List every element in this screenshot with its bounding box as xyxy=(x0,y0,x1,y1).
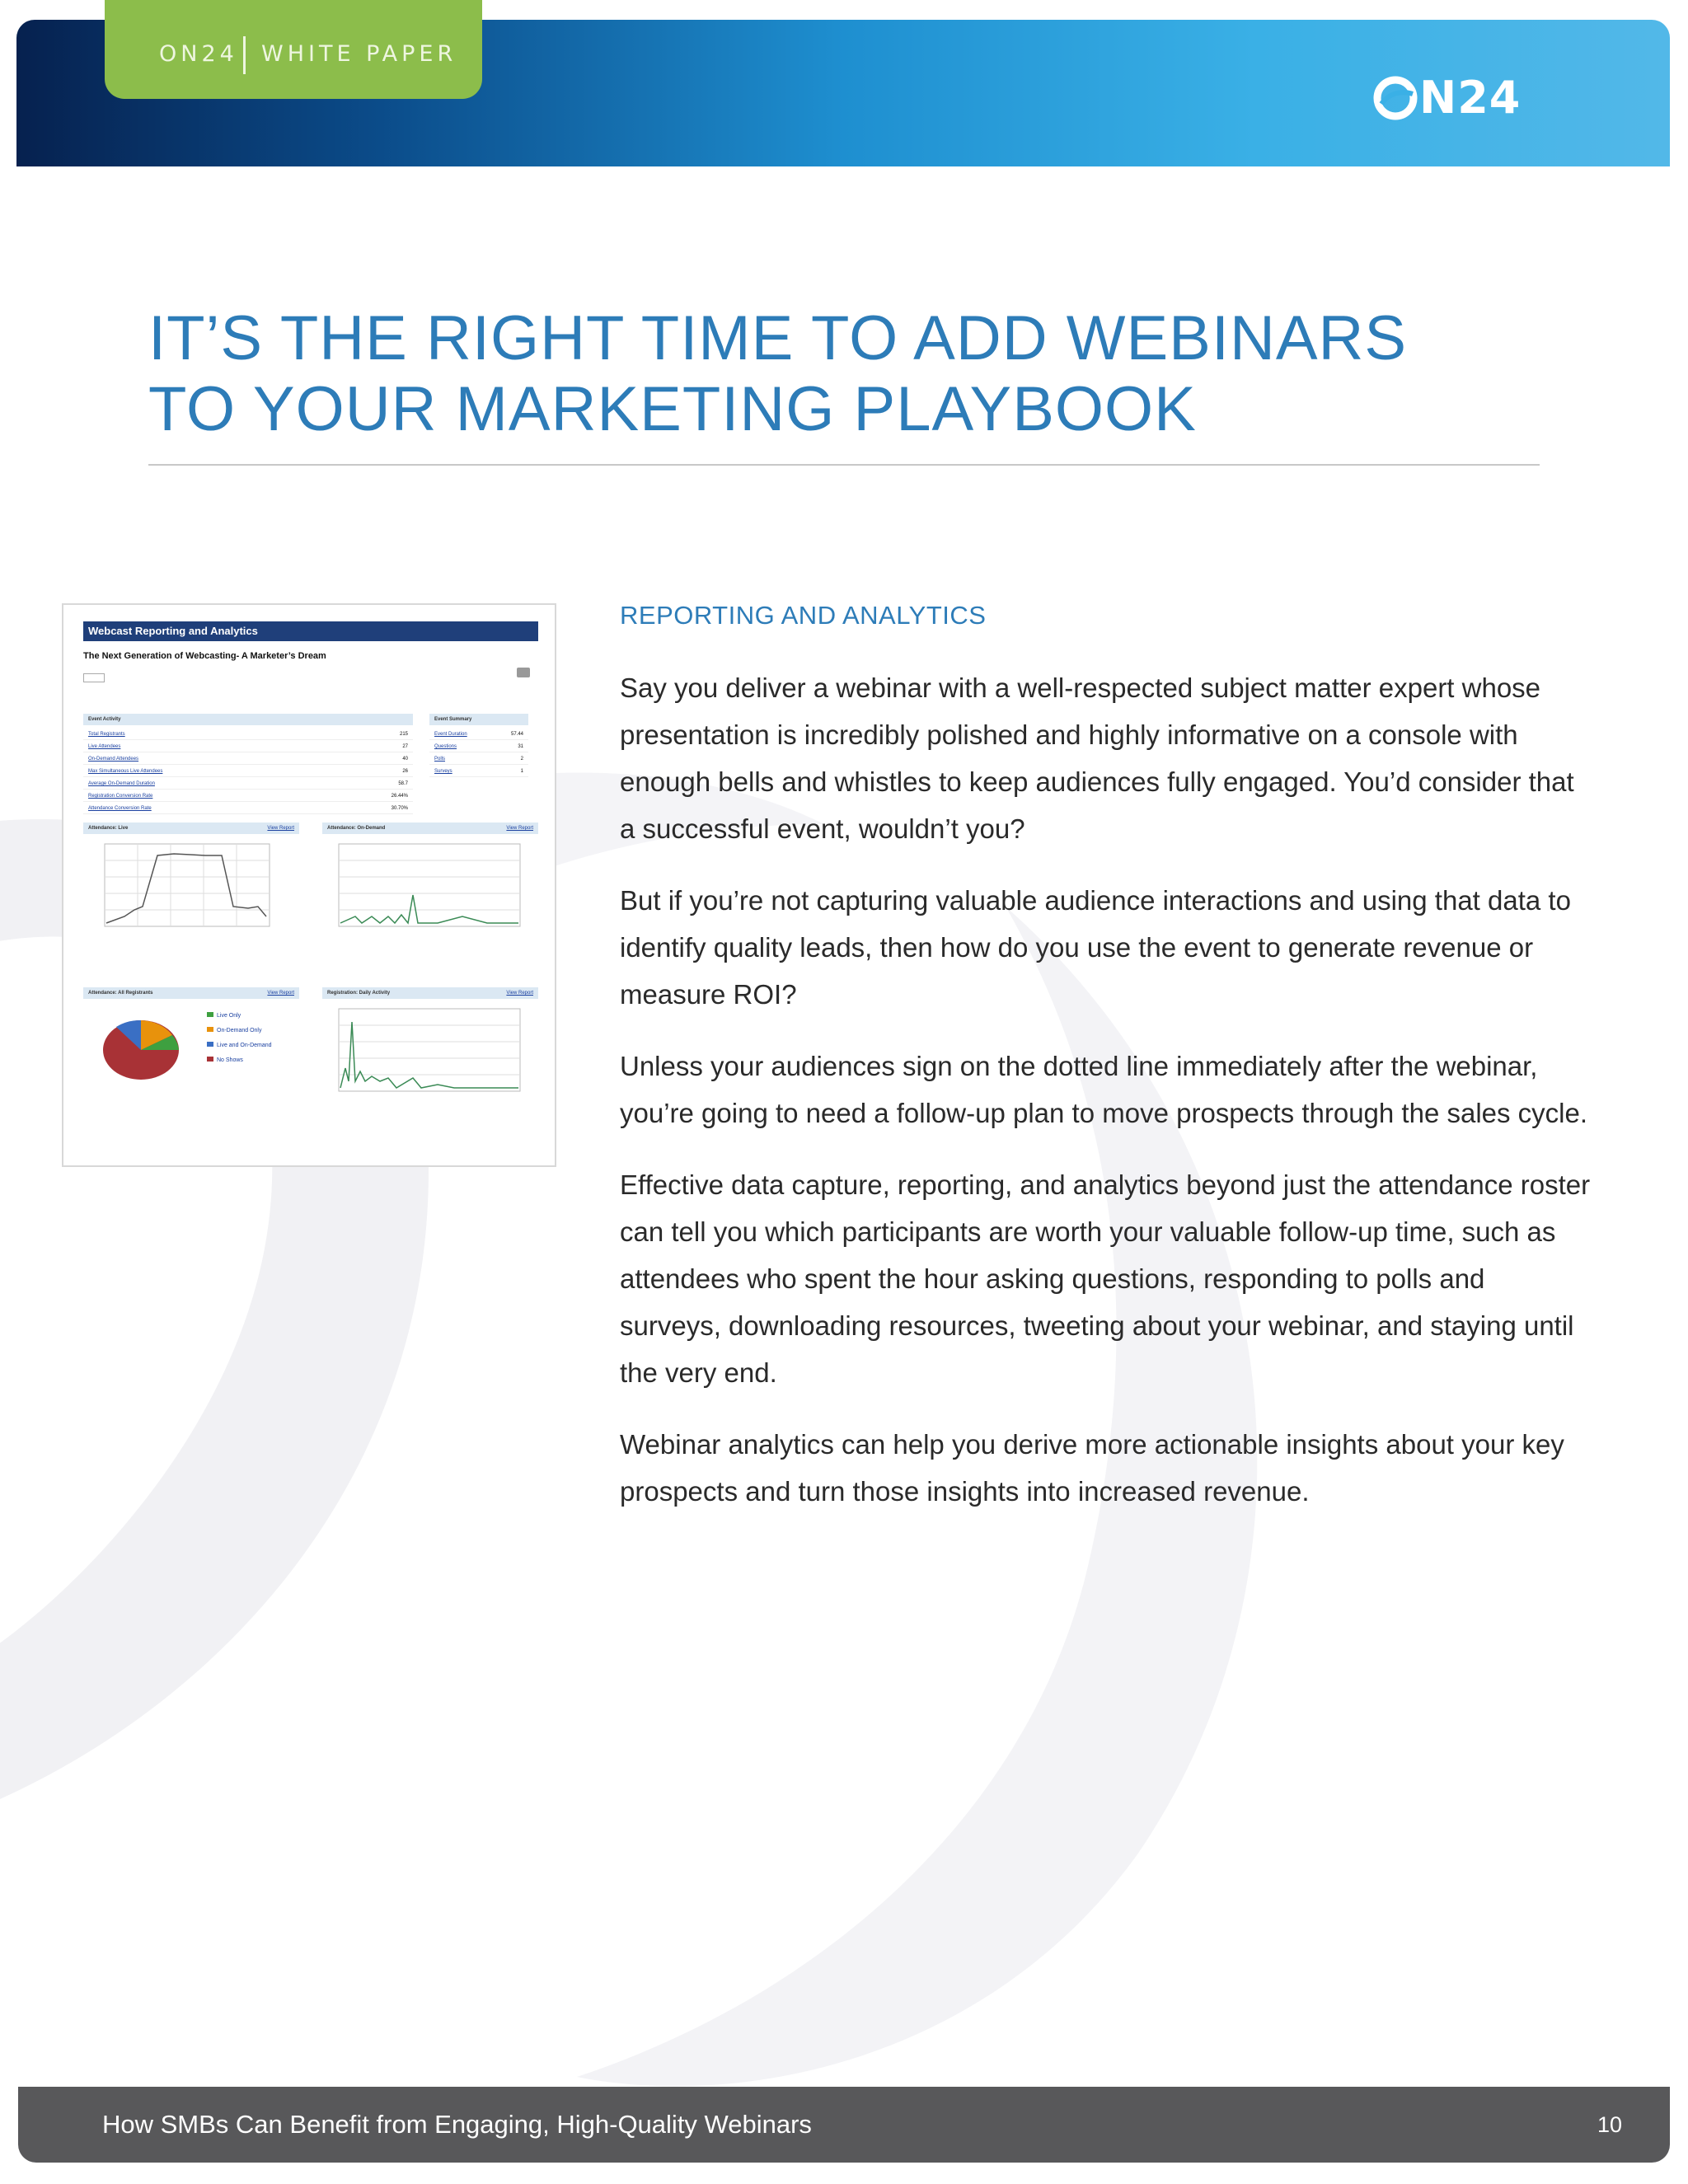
logo-text: N24 xyxy=(1419,72,1522,124)
summary-row xyxy=(429,729,528,740)
activity-row-label: Total Registrants xyxy=(88,732,125,737)
event-activity-head: Event Activity xyxy=(83,714,413,725)
activity-row-value: 215 xyxy=(399,732,408,737)
legend-no-shows: No Shows xyxy=(217,1057,243,1063)
panel-registration-daily-label: Registration: Daily Activity xyxy=(327,991,391,996)
brand-tab-doctype: WHITE PAPER xyxy=(261,41,457,67)
page-title-line-2: TO YOUR MARKETING PLAYBOOK xyxy=(148,374,1197,444)
activity-row-label: On-Demand Attendees xyxy=(88,757,139,762)
activity-row xyxy=(83,790,413,802)
title-divider xyxy=(148,464,1540,466)
report-dashboard-select xyxy=(83,673,105,682)
summary-row-label: Polls xyxy=(434,757,446,762)
footer-band xyxy=(18,2087,1670,2163)
activity-row-value: 30.70% xyxy=(391,806,408,811)
summary-row-value: 57.44 xyxy=(510,732,523,737)
all-registrants-pie-chart xyxy=(83,1002,299,1151)
panel-attendance-live-label: Attendance: Live xyxy=(88,826,129,831)
activity-row-label: Max Simultaneous Live Attendees xyxy=(88,769,163,774)
logo-swirl-icon xyxy=(1373,76,1418,120)
summary-row-value: 2 xyxy=(520,757,523,762)
summary-row xyxy=(429,741,528,752)
brand-tab-company: ON24 xyxy=(159,41,238,67)
view-report-link: View Report xyxy=(506,826,533,831)
activity-row-value: 27 xyxy=(402,744,408,749)
body-text xyxy=(620,664,1592,1540)
section-heading: REPORTING AND ANALYTICS xyxy=(620,601,987,630)
brand-tab xyxy=(105,0,482,99)
printer-icon xyxy=(517,668,530,677)
paragraph-5: Webinar analytics can help you derive more actionable insights about your key prospects and turn those insights into increased revenue. xyxy=(620,1429,1564,1507)
analytics-screenshot-figure xyxy=(62,603,556,1167)
activity-row-value: 40 xyxy=(402,757,408,762)
report-subtitle: The Next Generation of Webcasting- A Marketer’s Dream xyxy=(83,651,326,661)
activity-row xyxy=(83,778,413,790)
activity-row-label: Attendance Conversion Rate xyxy=(88,806,152,811)
summary-row-label: Surveys xyxy=(434,769,452,774)
activity-row-label: Registration Conversion Rate xyxy=(88,794,153,799)
panel-attendance-live xyxy=(83,823,299,834)
paragraph-4: Effective data capture, reporting, and analytics beyond just the attendance roster can tell you which participants are worth your valuable follow-up time, such as attendees who spent the hour asking questions, responding to polls and surveys, downloading resources, tweeting about your webinar, and staying until the very end. xyxy=(620,1169,1591,1388)
activity-row-label: Average On-Demand Duration xyxy=(88,781,155,786)
legend-live-only: Live Only xyxy=(217,1013,241,1019)
panel-attendance-ondemand xyxy=(322,823,538,834)
legend-ondemand-only: On-Demand Only xyxy=(217,1028,262,1033)
view-report-link: View Report xyxy=(267,991,294,996)
page-title-line-1: IT’S THE RIGHT TIME TO ADD WEBINARS xyxy=(148,303,1408,373)
footer-title: How SMBs Can Benefit from Engaging, High-Quality Webinars xyxy=(102,2110,812,2139)
brand-tab-divider xyxy=(243,36,246,74)
paragraph-2: But if you’re not capturing valuable audience interactions and using that data to identify quality leads, then how do you use the event to generate revenue or measure ROI? xyxy=(620,885,1571,1010)
event-summary-head: Event Summary xyxy=(429,714,528,725)
report-meta xyxy=(83,663,538,668)
legend-live-and-ondemand: Live and On-Demand xyxy=(217,1043,272,1048)
summary-row xyxy=(429,766,528,777)
view-report-link: View Report xyxy=(506,991,533,996)
activity-row xyxy=(83,729,413,740)
analytics-report xyxy=(83,621,538,1152)
panel-attendance-ondemand-label: Attendance: On-Demand xyxy=(327,826,386,831)
registration-daily-bar-chart xyxy=(322,1002,538,1151)
activity-row xyxy=(83,803,413,814)
on24-logo xyxy=(1373,72,1522,124)
page-number: 10 xyxy=(1597,2112,1622,2137)
panel-registration-daily xyxy=(322,987,538,999)
summary-row-label: Questions xyxy=(434,744,457,749)
paragraph-3: Unless your audiences sign on the dotted line immediately after the webinar, you’re going to need a follow-up plan to move prospects through the sales cycle. xyxy=(620,1051,1588,1128)
report-header-bar: Webcast Reporting and Analytics xyxy=(83,621,538,641)
activity-row-value: 26.44% xyxy=(391,794,408,799)
panel-all-registrants-label: Attendance: All Registrants xyxy=(88,991,153,996)
view-report-link: View Report xyxy=(267,826,294,831)
activity-row xyxy=(83,753,413,765)
activity-row-label: Live Attendees xyxy=(88,744,121,749)
activity-row-value: 26 xyxy=(402,769,408,774)
activity-row xyxy=(83,766,413,777)
summary-row xyxy=(429,753,528,765)
summary-row-label: Event Duration xyxy=(434,732,467,737)
activity-row xyxy=(83,741,413,752)
panel-all-registrants xyxy=(83,987,299,999)
summary-row-value: 1 xyxy=(520,769,523,774)
page-title xyxy=(148,303,1407,445)
attendance-ondemand-line-chart xyxy=(322,837,538,977)
paragraph-1: Say you deliver a webinar with a well-respected subject matter expert whose presentation is incredibly polished and highly informative on a console with enough bells and whistles to keep audiences fully engaged. You’d consider that a successful event, wouldn’t you? xyxy=(620,673,1574,844)
activity-row-value: 58.7 xyxy=(398,781,408,786)
summary-row-value: 31 xyxy=(518,744,523,749)
attendance-live-line-chart xyxy=(83,837,299,977)
